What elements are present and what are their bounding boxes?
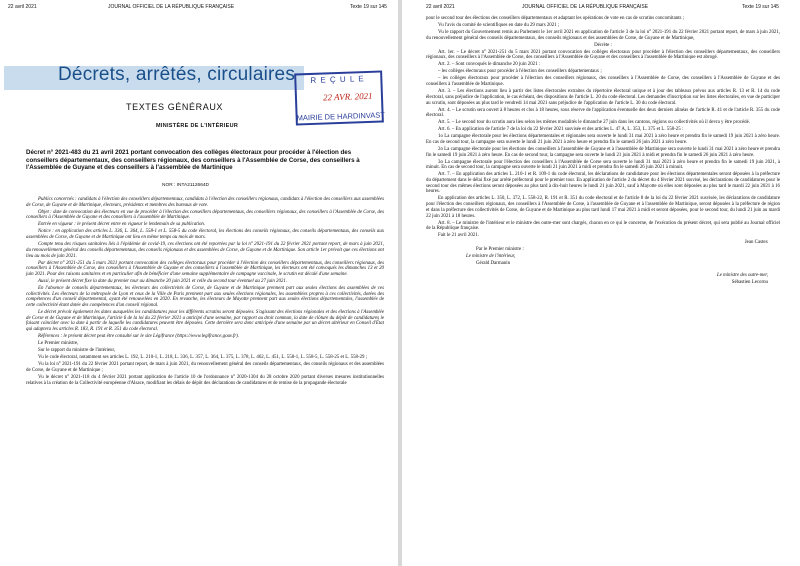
paragraph: Notice : en application des articles L. 336, L. 364, L. 558-1 et L. 558-5 du code électoral, les élections des conseils régionaux, des conseils départementaux, des conseils aux assemblées de Corse, de Guyane et de Martinique ont lieu en même temps au mois de mars. [26, 229, 384, 241]
header-date: 22 avril 2021 [8, 4, 37, 10]
list-item: – les collèges électoraux pour procéder à l'élection des conseillers départementaux ; [438, 69, 602, 75]
right-body [426, 16, 780, 287]
decree-title: Décret n° 2021-483 du 21 avril 2021 portant convocation des collèges électoraux pour procéder à l'élection des conseillers départementaux, des conseillers régionaux, des conseillers à l'Assemblée de Corse, des conseillers à l'Assemblée de Guyane et des conseillers à l'assemblée de Martinique [26, 149, 360, 172]
reception-stamp [294, 70, 384, 125]
article-5: Art. 5. – Le second tour du scrutin aura lieu selon les mêmes modalités le dimanche 27 juin dans les cantons, régions ou collectivités où il devra y être procédé. [438, 120, 750, 126]
paragraph: Par décret n° 2021-251 du 5 mars 2021 portant convocation des collèges électoraux pour procéder à l'élection des conseillers départementaux, des conseillers régionaux, des conseillers à l'Assemblée de Corse, des conseillers à l'Assemblée de Guyane et des conseillers à l'assemblée de Martinique, les électeurs ont été convoqués les dimanches 13 et 20 juin 2021. Pour des raisons sanitaires et en particulier afin de bénéficier d'une semaine supplémentaire de campagne vaccinale, le scrutin est décalé d'une semaine. [26, 260, 384, 277]
article-8: Art. 8. – Le ministre de l'intérieur et le ministre des outre-mer sont chargés, chacun en ce qui le concerne, de l'exécution du présent décret, qui sera publié au Journal officiel de la République française. [426, 220, 780, 232]
signer-pm: Jean Castex [744, 240, 768, 246]
interior-minister-title: Le ministre de l'intérieur, [466, 254, 516, 260]
paragraph: Compte tenu des risques sanitaires liés à l'épidémie de covid-19, ces élections ont été reportées par la loi n° 2021-191 du 22 février 2021 portant report, de mars à juin 2021, du renouvellement général des conseils départementaux, des conseils régionaux et des assemblées de Corse, de Guyane et de Martinique. Son article 1er prévoit que ces élections ont lieu au mois de juin 2021. [26, 242, 384, 259]
paragraph: 1o La campagne électorale pour les élections départementales et régionales sera ouverte le lundi 31 mai 2021 à zéro heure et prendra fin le samedi 19 juin 2021 à zéro heure. En cas de second tour, la campagne sera ouverte le lundi 21 juin 2021 à zéro heure et prendra fin le samedi 26 juin 2021 à zéro heure. [426, 134, 780, 145]
right-page [402, 0, 800, 566]
section-title: TEXTES GÉNÉRAUX [126, 102, 224, 112]
banner-title: Décrets, arrêtés, circulaires [58, 64, 296, 85]
paragraph: Vu le décret n° 2021-118 du 4 février 2021 portant application de l'article 10 de l'ordonnance n° 2020-1304 du 28 octobre 2020 portant diverses mesures institutionnelles relatives à la création de la Collectivité européenne d'Alsace, modifiant les délais de dépôt des déclarations de candidatures et de remise de la propagande électorale [26, 374, 384, 386]
paragraph: En application des articles L. 350, L. 372, L. 558-22, R. 191 et R. 351 du code électoral et de l'article 8 de la loi du 22 février 2021 susvisée, les déclarations de candidature pour l'élection des conseillers régionaux, des conseillers à l'Assemblée de Corse, à l'assemblée de Guyane et à l'assemblée de Martinique, seront déposées à la préfecture de région et dans la préfecture des collectivités de Corse, de Guyane et de Martinique au plus tard lundi 17 mai 2021 à midi et seront déposées, pour le second tour, du lundi 21 juin au mardi 22 juin 2021 à 18 heures. [426, 196, 780, 219]
paragraph: Références : le présent décret peut être consulté sur le site Légifrance (https://www.legifrance.gouv.fr). [38, 334, 240, 340]
article-2: Art. 2. – Sont convoqués le dimanche 20 juin 2021 : [438, 62, 541, 68]
paragraph: Objet : date de convocation des électeurs en vue de procéder à l'élection des conseillers départementaux, des conseillers régionaux, des conseillers à l'Assemblée de Corse, des conseillers à l'Assemblée de Guyane et des conseillers à l'assemblée de Martinique. [26, 209, 384, 221]
ministry-title: MINISTÈRE DE L'INTÉRIEUR [156, 123, 239, 129]
left-body [26, 197, 384, 388]
header-journal: JOURNAL OFFICIEL DE LA RÉPUBLIQUE FRANÇAISE [108, 4, 235, 10]
article-6: Art. 6. – En application de l'article 7 de la loi du 22 février 2021 susvisée et des articles L. 47 A, L. 353, L. 375 et L. 558-25 : [438, 127, 684, 133]
paragraph: Le décret prévoit également les dates auxquelles les candidatures pour les différents scrutins seront déposées. S'agissant des élections régionales et des élections à l'Assemblée de Corse et de Guyane et de Martinique, l'article 6 de la loi du 22 février 2021 a anticipé d'une semaine, par rapport au droit commun, la date de clôture du dépôt de candidatures le faisant coïncider avec la date à partir de laquelle les candidatures peuvent être déposées. Cette dernière sera donc anticipée d'une semaine par un décret ultérieur en Conseil d'État qui adaptera les articles R. 183, R. 191 et R. 351 du code électoral. [26, 310, 384, 333]
paragraph: Publics concernés : candidats à l'élection des conseillers départementaux, candidats à l'élection des conseillers régionaux, candidats à l'élection des conseillers aux assemblées de Corse, de Guyane et de Martinique, électeurs, présidents et membres des bureaux de vote. [26, 197, 384, 208]
by-pm-label: Par le Premier ministre : [476, 247, 524, 253]
stamp-line-1: R E Ç U L E [310, 74, 365, 85]
nor-reference: NOR : INTA2112664D [162, 183, 210, 188]
list-item: – les collèges électoraux pour procéder à l'élection des conseillers régionaux, des conseillers à l'Assemblée de Corse, des conseillers à l'Assemblée de Guyane et des conseillers à l'assemblée de Martinique. [426, 76, 780, 88]
paragraph: 3o La campagne électorale pour l'élection des conseillers à l'Assemblée de Corse sera ouverte le lundi 31 mai 2021 à zéro heure et prendra fin le samedi 19 juin 2021, à minuit. En cas de second tour, la campagne sera ouverte le lundi 21 juin 2021 à midi et prendra fin le samedi 26 juin 2021 à minuit. [426, 159, 780, 171]
outremer-minister-name: Sébastien Lecornu [731, 279, 768, 285]
header-texte: Texte 19 sur 145 [350, 4, 387, 10]
paragraph: Vu la loi n° 2021-191 du 22 février 2021 portant report, de mars à juin 2021, du renouvellement général des conseils départementaux, des conseils régionaux et des assemblées de Corse, de Guyane et de Martinique ; [26, 362, 384, 373]
decrete-heading: Décrète : [594, 42, 612, 48]
paragraph: Vu le code électoral, notamment ses articles L. 192, L. 210-1, L. 218, L. 336, L. 357, L. 364, L. 375, L. 378, L. 462, L. 451, L. 558-1, L. 558-5, L. 558-25 et L. 558-29 ; [38, 355, 368, 361]
paragraph: En l'absence de conseils départementaux, les électeurs des collectivités de Corse, de Guyane et de Martinique prennent part aux seules élections des assemblées de ces collectivités. Les électeurs de la métropole de Lyon et ceux de la Ville de Paris prennent part aux seules élections régionales, les assemblées propres à ces collectivités, dotées des compétences d'un conseil départemental, ayant été renouvelées en 2020. En revanche, les électeurs de Mayotte prennent part aux seules élections départementales, l'assemblée de cette collectivité étant dotée des compétences d'un conseil régional. [26, 285, 384, 309]
page-header [0, 4, 398, 14]
signing-date: Fait le 21 avril 2021. [438, 233, 479, 239]
article-1: Art. 1er. – Le décret n° 2021-251 du 5 mars 2021 portant convocation des collèges électoraux pour procéder à l'élection des conseillers départementaux, des conseillers régionaux, des conseillers à l'Assemblée de Corse, des conseillers à l'Assemblée de Guyane et des conseillers à l'assemblée de Martinique est abrogé. [426, 49, 780, 61]
interior-minister-name: Gérald Darmanin [476, 261, 511, 267]
paragraph: 2o La campagne électorale pour les élections des conseillers à l'assemblée de Guyane et à l'assemblée de Martinique sera ouverte le lundi 31 mai 2021 à zéro heure et prendra fin le samedi 19 juin 2021 à zéro heure. En cas de second tour, la campagne sera ouverte le lundi 21 juin 2021 à midi et prendra fin le samedi 26 juin 2021 à zéro heure. [426, 146, 780, 158]
stamp-date: 22 AVR. 2021 [322, 90, 373, 103]
header-journal: JOURNAL OFFICIEL DE LA RÉPUBLIQUE FRANÇAISE [522, 4, 649, 10]
stamp-line-3: MAIRIE DE HARDINVAST [296, 110, 385, 123]
paragraph: Sur le rapport du ministre de l'intérieur, [38, 348, 116, 354]
article-3: Art. 3. – Les élections auront lieu à partir des listes électorales extraites du répertoire électoral unique et à jour des tableaux prévus aux articles R. 13 et R. 14 du code électoral, sans préjudice de l'application, le cas échéant, des dispositions de l'article L. 20 du code électoral. Les demandes d'inscription sur les listes électorales, en vue de participer au scrutin, sont déposées au plus tard le vendredi 14 mai 2021 sans préjudice de l'application de l'article L. 30 du code électoral. [426, 89, 780, 106]
paragraph: Vu le rapport du Gouvernement remis au Parlement le 1er avril 2021 en application de l'article 3 de la loi n° 2021-191 du 22 février 2021 portant report, de mars à juin 2021, du renouvellement général des conseils départementaux, des conseils régionaux et des assemblées de Corse, de Guyane et de Martinique, [426, 30, 780, 41]
page-header [402, 4, 800, 14]
paragraph: pour le second tour des élections des conseillers départementaux et adaptant les opérations de vote en cas de scrutins concomitants ; [426, 16, 685, 21]
paragraph: Le Premier ministre, [38, 341, 79, 347]
left-page [0, 0, 398, 566]
paragraph: Aussi, le présent décret fixe la date du premier tour au dimanche 20 juin 2021 et celle du second tour éventuel au 27 juin 2021. [38, 278, 288, 284]
paragraph: Vu l'avis du comité de scientifiques en date du 29 mars 2021 ; [438, 23, 560, 28]
header-texte: Texte 19 sur 145 [742, 4, 779, 10]
article-7: Art. 7. – En application des articles L. 210-1 et R. 109-1 du code électoral, les déclarations de candidature pour les élections départementales seront déposées à la préfecture du département dans le délai fixé par arrêté préfectoral pour le premier tour. En application de l'article 2 du décret du 4 février 2021 susvisé, les déclarations de candidatures pour le second tour des mêmes élections seront déposées au plus tard à dix-huit heures le lundi 21 juin 2021, sauf à Mayotte où elles sont déposées au plus tard le mardi 22 juin 2021 à 16 heures. [426, 172, 780, 195]
article-4: Art. 4. – Le scrutin sera ouvert à 8 heures et clos à 18 heures, sous réserve de l'application éventuelle des deux derniers alinéas de l'article R. 41 et de l'article R. 355 du code électoral. [426, 107, 780, 119]
paragraph: Entrée en vigueur : le présent décret entre en vigueur le lendemain de sa publication. [38, 222, 206, 228]
header-date: 22 avril 2021 [426, 4, 455, 10]
outremer-minister-title: Le ministre des outre-mer, [717, 272, 768, 278]
